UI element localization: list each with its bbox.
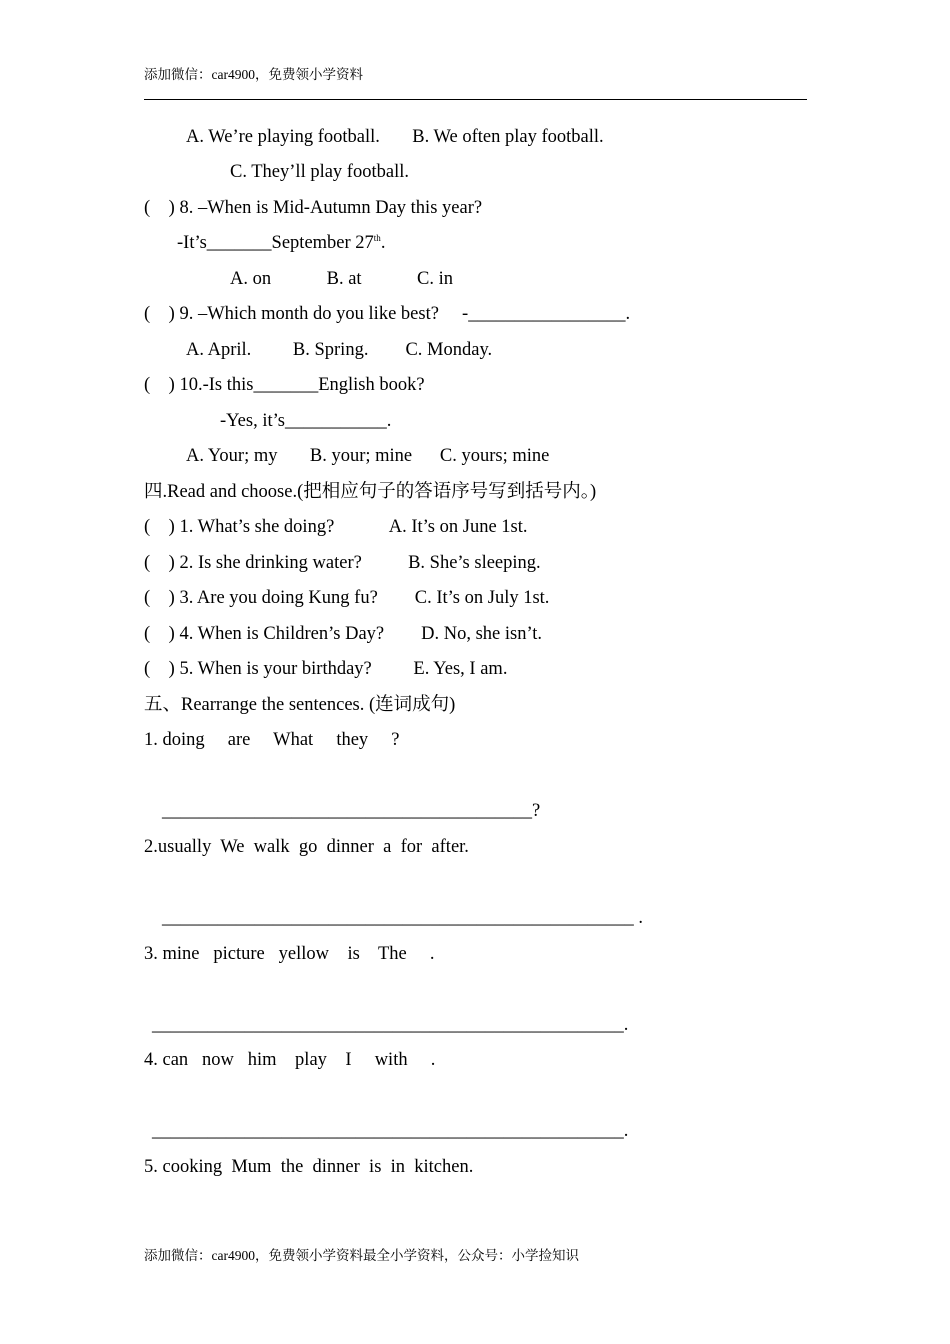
section4-row: ( ) 4. When is Children’s Day? D. No, she isn’t. bbox=[144, 624, 543, 644]
section5-answer-line: ___________________________________________________. bbox=[152, 1121, 629, 1141]
q9-stem: ( ) 9. –Which month do you like best? -_________________. bbox=[144, 304, 631, 324]
section5-answer-line: ________________________________________? bbox=[162, 801, 541, 821]
section4-row: ( ) 5. When is your birthday? E. Yes, I am. bbox=[144, 659, 508, 679]
q8-options: A. on B. at C. in bbox=[230, 269, 454, 289]
q8-stem: ( ) 8. –When is Mid-Autumn Day this year? bbox=[144, 198, 483, 218]
section4-title: 四.Read and choose.(把相应句子的答语序号写到括号内。) bbox=[144, 482, 597, 502]
page-header: 添加微信：car4900，免费领小学资料 bbox=[144, 67, 363, 82]
section5-words: 2.usually We walk go dinner a for after. bbox=[144, 837, 469, 857]
q10-options: A. Your; my B. your; mine C. yours; mine bbox=[186, 446, 550, 466]
q8-answer-sup: th bbox=[373, 232, 381, 243]
section5-words: 5. cooking Mum the dinner is in kitchen. bbox=[144, 1157, 474, 1177]
section5-title: 五、Rearrange the sentences. (连词成句) bbox=[144, 695, 456, 715]
q8-answer-end: . bbox=[380, 233, 386, 253]
q8-answer-text: -It’s_______September 27 bbox=[177, 233, 374, 253]
section4-row: ( ) 1. What’s she doing? A. It’s on June 1st. bbox=[144, 517, 528, 537]
q10-stem: ( ) 10.-Is this_______English book? bbox=[144, 375, 425, 395]
q10-answer: -Yes, it’s___________. bbox=[220, 411, 392, 431]
q7-option-c: C. They’ll play football. bbox=[230, 162, 409, 182]
section5-words: 1. doing are What they ? bbox=[144, 730, 400, 750]
section5-words: 3. mine picture yellow is The . bbox=[144, 944, 435, 964]
header-rule bbox=[144, 99, 807, 100]
section5-answer-line: ___________________________________________________ . bbox=[162, 908, 643, 928]
q9-options: A. April. B. Spring. C. Monday. bbox=[186, 340, 493, 360]
page-footer: 添加微信：car4900，免费领小学资料最全小学资料，公众号：小学捡知识 bbox=[144, 1248, 579, 1263]
q7-options-ab: A. We’re playing football. B. We often play football. bbox=[186, 127, 604, 147]
section4-row: ( ) 2. Is she drinking water? B. She’s sleeping. bbox=[144, 553, 541, 573]
section4-row: ( ) 3. Are you doing Kung fu? C. It’s on July 1st. bbox=[144, 588, 550, 608]
q8-answer bbox=[177, 232, 385, 254]
section5-words: 4. can now him play I with . bbox=[144, 1050, 436, 1070]
section5-answer-line: ___________________________________________________. bbox=[152, 1015, 629, 1035]
